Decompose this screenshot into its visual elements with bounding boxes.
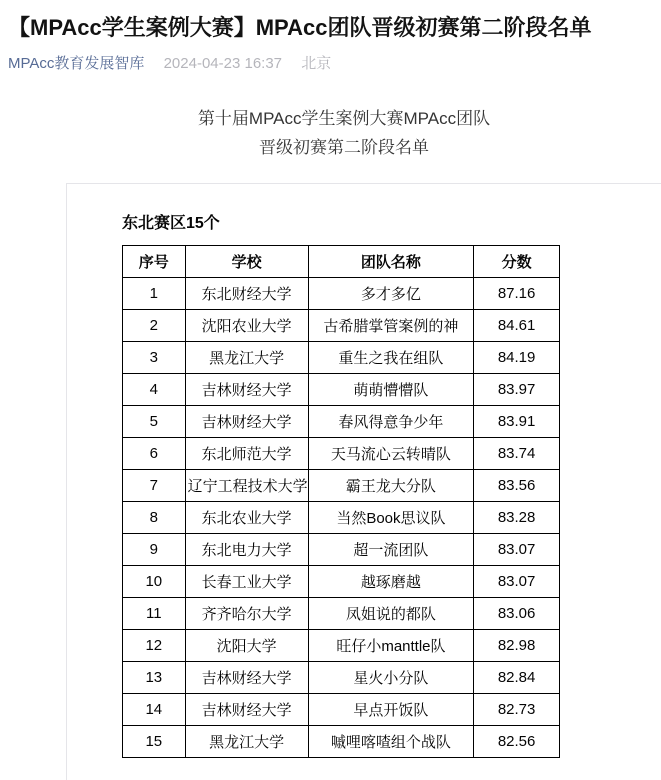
- publish-date: 2024-04-23 16:37: [163, 55, 283, 72]
- table-row: [123, 438, 560, 470]
- cell-team: 重生之我在组队: [308, 342, 474, 374]
- cell-team: 天马流心云转晴队: [308, 438, 474, 470]
- cell-school: 东北师范大学: [185, 438, 308, 470]
- table-row: [123, 278, 560, 310]
- table-row: [123, 726, 560, 758]
- cell-school: 沈阳农业大学: [185, 310, 308, 342]
- table-row: [123, 342, 560, 374]
- cell-rank: 14: [123, 694, 186, 726]
- cell-school: 沈阳大学: [185, 630, 308, 662]
- table-row: [123, 470, 560, 502]
- cell-rank: 5: [123, 406, 186, 438]
- score-table: [122, 245, 560, 758]
- table-row: [123, 566, 560, 598]
- cell-score: 84.19: [474, 342, 560, 374]
- table-row: [123, 374, 560, 406]
- table-row: [123, 630, 560, 662]
- cell-rank: 3: [123, 342, 186, 374]
- cell-rank: 11: [123, 598, 186, 630]
- cell-rank: 2: [123, 310, 186, 342]
- cell-score: 83.07: [474, 566, 560, 598]
- cell-rank: 15: [123, 726, 186, 758]
- table-body: [123, 278, 560, 758]
- cell-score: 83.97: [474, 374, 560, 406]
- cell-score: 82.98: [474, 630, 560, 662]
- cell-rank: 1: [123, 278, 186, 310]
- cell-score: 82.73: [474, 694, 560, 726]
- cell-rank: 10: [123, 566, 186, 598]
- content-box: [66, 183, 661, 780]
- cell-school: 吉林财经大学: [185, 374, 308, 406]
- cell-rank: 4: [123, 374, 186, 406]
- cell-rank: 8: [123, 502, 186, 534]
- author-link[interactable]: MPAcc教育发展智库: [8, 55, 145, 72]
- cell-rank: 7: [123, 470, 186, 502]
- cell-team: 越琢磨越: [308, 566, 474, 598]
- cell-school: 辽宁工程技术大学: [185, 470, 308, 502]
- cell-score: 83.06: [474, 598, 560, 630]
- cell-rank: 13: [123, 662, 186, 694]
- cell-team: 旺仔小manttle队: [308, 630, 474, 662]
- cell-team: 萌萌懵懵队: [308, 374, 474, 406]
- header-team: 团队名称: [308, 246, 474, 278]
- header-school: 学校: [185, 246, 308, 278]
- cell-rank: 12: [123, 630, 186, 662]
- cell-school: 长春工业大学: [185, 566, 308, 598]
- cell-score: 82.84: [474, 662, 560, 694]
- cell-team: 霸王龙大分队: [308, 470, 474, 502]
- section-label: 东北赛区15个: [122, 215, 220, 232]
- cell-score: 83.91: [474, 406, 560, 438]
- cell-team: 多才多亿: [308, 278, 474, 310]
- article-title: 【MPAcc学生案例大赛】MPAcc团队晋级初赛第二阶段名单: [8, 15, 592, 40]
- table-row: [123, 406, 560, 438]
- cell-school: 东北电力大学: [185, 534, 308, 566]
- cell-score: 84.61: [474, 310, 560, 342]
- table-header-row: [123, 246, 560, 278]
- header-rank: 序号: [123, 246, 186, 278]
- table-row: [123, 662, 560, 694]
- document-heading-line2: 晋级初赛第二阶段名单: [259, 138, 429, 157]
- cell-score: 83.74: [474, 438, 560, 470]
- cell-score: 83.56: [474, 470, 560, 502]
- table-row: [123, 694, 560, 726]
- cell-score: 87.16: [474, 278, 560, 310]
- cell-team: 早点开饭队: [308, 694, 474, 726]
- cell-school: 黑龙江大学: [185, 342, 308, 374]
- cell-school: 吉林财经大学: [185, 406, 308, 438]
- table-row: [123, 310, 560, 342]
- publish-location: 北京: [301, 55, 332, 72]
- header-score: 分数: [474, 246, 560, 278]
- byline: [8, 53, 653, 74]
- cell-team: 春风得意争少年: [308, 406, 474, 438]
- cell-school: 黑龙江大学: [185, 726, 308, 758]
- cell-school: 吉林财经大学: [185, 662, 308, 694]
- cell-score: 83.07: [474, 534, 560, 566]
- table-row: [123, 502, 560, 534]
- cell-school: 东北财经大学: [185, 278, 308, 310]
- cell-school: 东北农业大学: [185, 502, 308, 534]
- cell-score: 82.56: [474, 726, 560, 758]
- table-row: [123, 534, 560, 566]
- cell-score: 83.28: [474, 502, 560, 534]
- cell-school: 齐齐哈尔大学: [185, 598, 308, 630]
- cell-team: 古希腊掌管案例的神: [308, 310, 474, 342]
- cell-team: 嘁哩喀喳组个战队: [308, 726, 474, 758]
- cell-rank: 6: [123, 438, 186, 470]
- cell-team: 凤姐说的都队: [308, 598, 474, 630]
- document-heading-line1: 第十届MPAcc学生案例大赛MPAcc团队: [197, 109, 491, 128]
- cell-rank: 9: [123, 534, 186, 566]
- table-row: [123, 598, 560, 630]
- cell-team: 当然Book思议队: [308, 502, 474, 534]
- cell-school: 吉林财经大学: [185, 694, 308, 726]
- cell-team: 星火小分队: [308, 662, 474, 694]
- cell-team: 超一流团队: [308, 534, 474, 566]
- document-heading: [66, 104, 622, 162]
